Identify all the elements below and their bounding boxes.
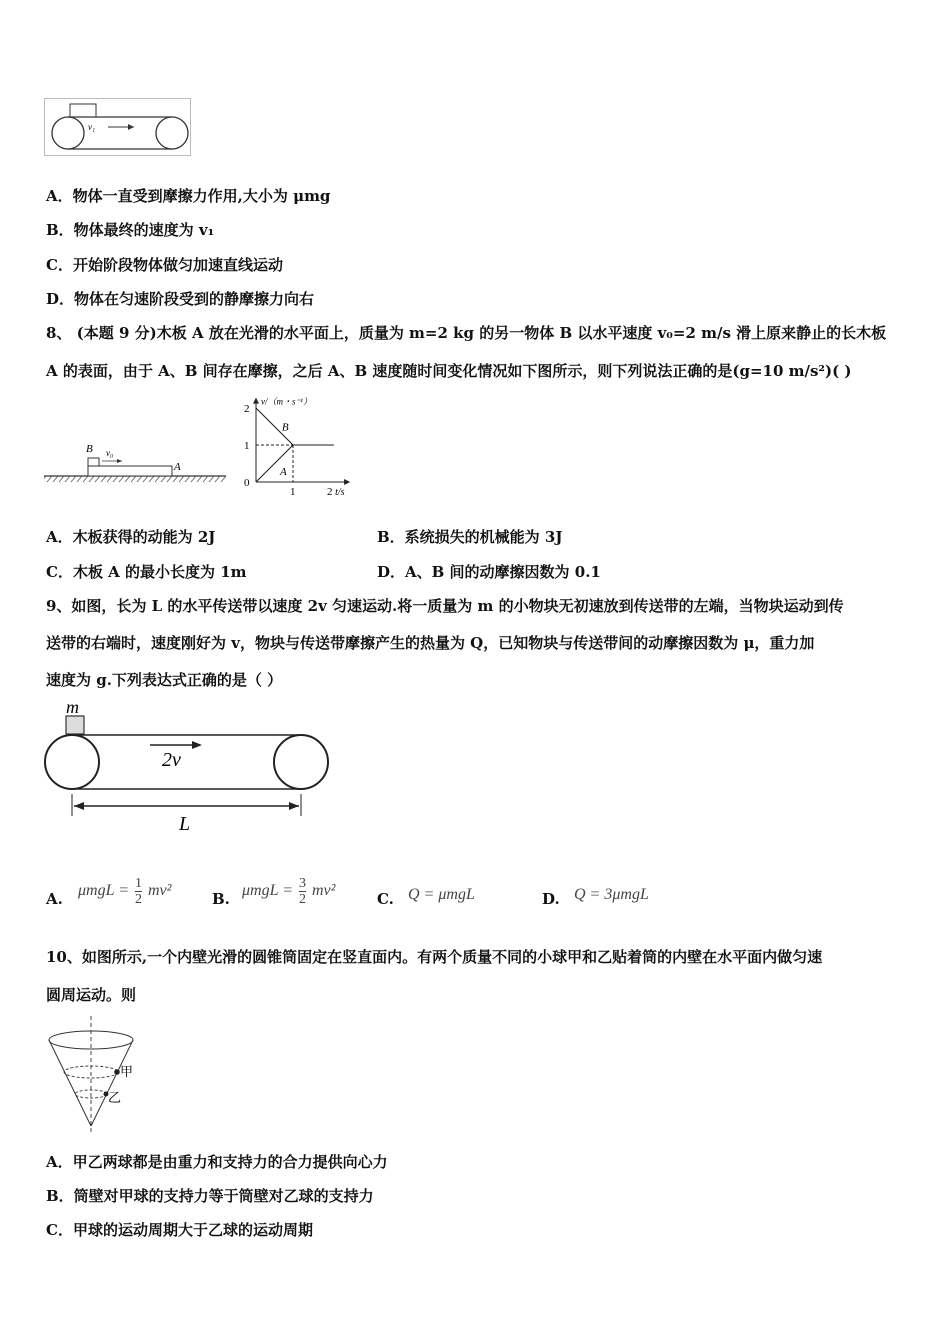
label-jia: 甲	[120, 1064, 134, 1079]
q9-option-b-formula[interactable]	[242, 876, 335, 907]
x-axis-arrow	[344, 479, 350, 485]
q8-option-d[interactable]: D．A、B 间的动摩擦因数为 0.1	[377, 563, 601, 581]
label-l: L	[179, 813, 191, 835]
block-b	[88, 458, 99, 466]
q9-option-a-formula[interactable]	[78, 876, 171, 907]
label-a: A	[174, 461, 181, 473]
q9-stem-line3: 速度为 g.下列表达式正确的是（ ）	[46, 671, 283, 689]
x-tick-label: 2	[327, 486, 333, 498]
q7-option-c[interactable]: C．开始阶段物体做匀加速直线运动	[46, 256, 283, 274]
y-axis-arrow	[253, 398, 259, 404]
series-label-a: A	[280, 465, 287, 478]
q8-option-b[interactable]: B．系统损失的机械能为 3J	[377, 528, 563, 546]
q9-option-c-formula[interactable]: Q = μmgL	[408, 886, 475, 903]
q7-option-d[interactable]: D．物体在匀速阶段受到的静摩擦力向右	[46, 290, 315, 308]
q9-option-d-formula[interactable]: Q = 3μmgL	[574, 886, 649, 903]
cone-figure-q10	[44, 1014, 144, 1134]
conveyor-figure-q7	[44, 98, 194, 160]
q8-option-a[interactable]: A．木板获得的动能为 2J	[46, 528, 216, 546]
q8-stem-line2: A 的表面，由于 A、B 间存在摩擦，之后 A、B 速度随时间变化情况如下图所示，则下列说法正确的是(g=10 m/s²)( )	[46, 362, 852, 380]
fraction-den: 2	[299, 892, 306, 907]
v1-label: v₁	[88, 122, 96, 132]
y-tick-label: 0	[244, 477, 250, 489]
series-line-b	[256, 408, 334, 445]
y-tick-label: 1	[244, 440, 250, 452]
q10-option-b[interactable]: B．筒壁对甲球的支持力等于筒壁对乙球的支持力	[46, 1187, 374, 1205]
series-line-a	[256, 445, 334, 482]
label-m: m	[66, 698, 79, 717]
label-b: B	[86, 443, 93, 455]
y-axis-label: v/（m・s⁻¹）	[261, 396, 312, 407]
formula-lhs: μmgL =	[78, 882, 129, 900]
q9-stem-line1: 9、如图，长为 L 的水平传送带以速度 2v 匀速运动.将一质量为 m 的小物块无初速放到传送带的左端，当物块运动到传	[46, 597, 844, 615]
label-yi: 乙	[108, 1090, 122, 1105]
q7-option-a[interactable]: A．物体一直受到摩擦力作用,大小为 μmg	[46, 187, 331, 205]
vt-chart-q8	[238, 386, 378, 500]
fraction	[299, 876, 306, 907]
fraction	[135, 876, 142, 907]
q9-option-c-letter[interactable]: C.	[377, 890, 394, 908]
label-2v: 2v	[162, 749, 181, 771]
board-a	[88, 466, 172, 476]
formula-rhs: mv²	[312, 882, 336, 900]
x-axis-label: t/s	[335, 487, 345, 498]
y-tick-label: 2	[244, 403, 250, 415]
x-tick-label: 1	[290, 486, 296, 498]
q8-stem-line1: 8、 (本题 9 分)木板 A 放在光滑的水平面上，质量为 m=2 kg 的另一物体 B 以水平速度 v₀=2 m/s 滑上原来静止的长木板	[46, 324, 887, 342]
series-label-b: B	[281, 421, 289, 434]
q10-stem-line1: 10、如图所示,一个内壁光滑的圆锥筒固定在竖直面内。有两个质量不同的小球甲和乙贴着筒的内壁在水平面内做匀速	[46, 948, 823, 966]
board-figure-q8	[44, 440, 229, 488]
block-m	[66, 716, 84, 734]
q10-option-a[interactable]: A．甲乙两球都是由重力和支持力的合力提供向心力	[46, 1153, 388, 1171]
q7-option-b[interactable]: B．物体最终的速度为 v₁	[46, 221, 215, 239]
q9-stem-line2: 送带的右端时，速度刚好为 v，物块与传送带摩擦产生的热量为 Q，已知物块与传送带间的动摩擦因数为 μ，重力加	[46, 634, 815, 652]
conveyor-figure-q9	[40, 698, 340, 838]
q8-option-c[interactable]: C．木板 A 的最小长度为 1m	[46, 563, 247, 581]
q9-option-d-letter[interactable]: D.	[542, 890, 560, 908]
q9-option-b-letter[interactable]: B.	[212, 890, 230, 908]
fraction-num: 1	[135, 876, 142, 891]
q9-option-a-letter[interactable]: A.	[46, 890, 63, 908]
fraction-den: 2	[135, 892, 142, 907]
label-v0: v₀	[106, 448, 114, 458]
q10-stem-line2: 圆周运动。则	[46, 986, 137, 1004]
formula-rhs: mv²	[148, 882, 172, 900]
formula-lhs: μmgL =	[242, 882, 293, 900]
fraction-num: 3	[299, 876, 306, 891]
block	[70, 104, 96, 117]
q10-option-c[interactable]: C．甲球的运动周期大于乙球的运动周期	[46, 1221, 313, 1239]
